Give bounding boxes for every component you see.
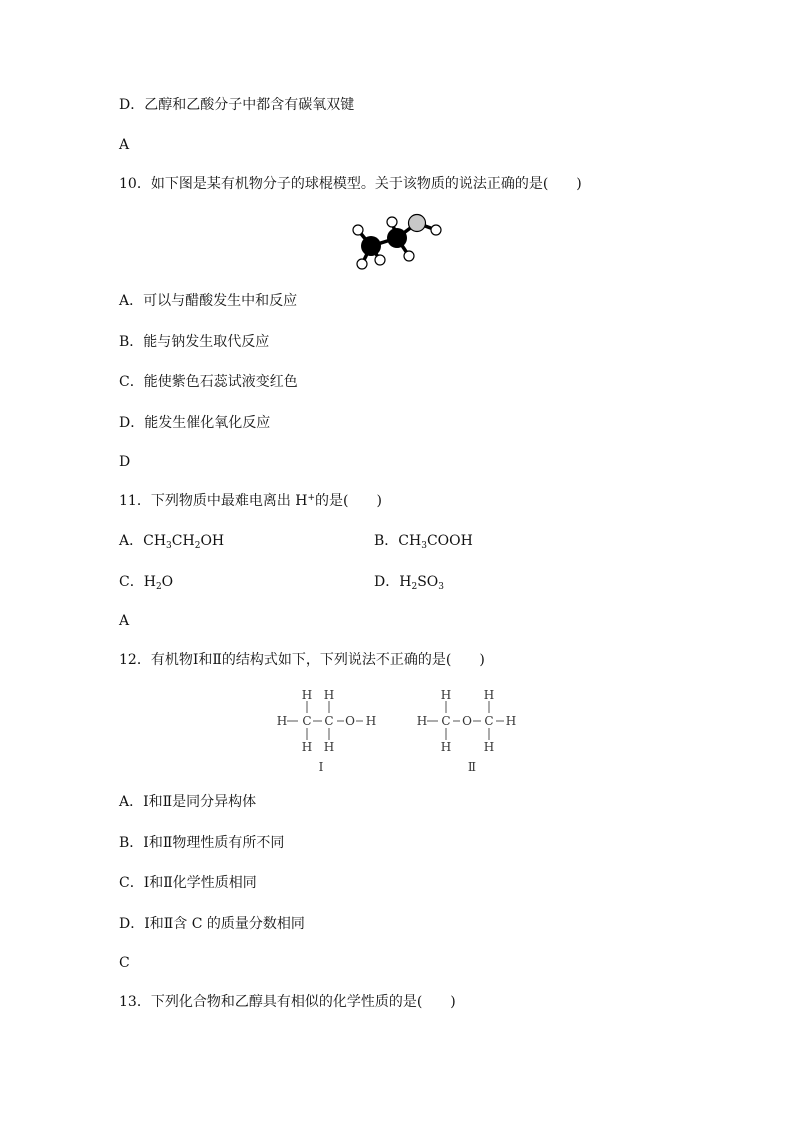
q9-option-d: D．乙醇和乙酸分子中都含有碳氧双键 — [119, 97, 355, 113]
ball-and-stick-model-image — [346, 208, 446, 272]
svg-text:C: C — [484, 714, 494, 728]
q11-stem: 11．下列物质中最难电离出 H+的是( ) — [119, 493, 382, 509]
q12-option-d: D．Ⅰ和Ⅱ含 C 的质量分数相同 — [119, 916, 305, 932]
q11-answer: A — [119, 613, 130, 629]
q12-option-c: C．Ⅰ和Ⅱ化学性质相同 — [119, 875, 257, 891]
structure-label-ii: Ⅱ — [467, 760, 477, 774]
svg-text:H: H — [483, 740, 495, 754]
svg-text:H: H — [301, 688, 313, 702]
svg-text:H: H — [440, 740, 452, 754]
svg-text:C: C — [324, 714, 334, 728]
svg-text:H: H — [301, 740, 313, 754]
q11-option-b: B．$CH_3COOH$ — [374, 533, 473, 551]
svg-text:H: H — [365, 714, 377, 728]
structural-formula-i — [272, 686, 384, 776]
svg-text:H: H — [276, 714, 288, 728]
q10-option-d: D．能发生催化氧化反应 — [119, 415, 271, 431]
svg-text:O: O — [462, 714, 472, 728]
svg-text:H: H — [323, 688, 335, 702]
q10-stem: 10．如下图是某有机物分子的球棍模型。关于该物质的说法正确的是( ) — [119, 176, 582, 192]
q10-option-c: C．能使紫色石蕊试液变红色 — [119, 374, 298, 390]
q12-option-b: B．Ⅰ和Ⅱ物理性质有所不同 — [119, 835, 285, 851]
svg-text:C: C — [302, 714, 312, 728]
q12-stem: 12．有机物Ⅰ和Ⅱ的结构式如下，下列说法不正确的是( ) — [119, 652, 485, 668]
svg-text:H: H — [505, 714, 517, 728]
q12-answer: C — [119, 955, 130, 971]
svg-text:O: O — [345, 714, 355, 728]
svg-text:H: H — [323, 740, 335, 754]
q11-option-a: A．$CH_3CH_2OH$ — [119, 533, 225, 551]
svg-text:H: H — [416, 714, 428, 728]
q10-option-a: A．可以与醋酸发生中和反应 — [119, 293, 298, 309]
q11-option-c: C．$H_2O$ — [119, 574, 174, 592]
q10-option-b: B．能与钠发生取代反应 — [119, 334, 270, 350]
q10-answer: D — [119, 454, 131, 470]
q12-option-a: A．Ⅰ和Ⅱ是同分异构体 — [119, 794, 257, 810]
svg-text:C: C — [441, 714, 451, 728]
svg-text:H: H — [483, 688, 495, 702]
svg-text:H: H — [440, 688, 452, 702]
q9-answer: A — [119, 137, 130, 153]
structural-formula-ii — [412, 686, 524, 776]
q13-stem: 13．下列化合物和乙醇具有相似的化学性质的是( ) — [119, 994, 456, 1010]
q11-option-d: D．$H_2SO_3$ — [374, 574, 444, 592]
structure-label-i: Ⅰ — [318, 760, 324, 774]
